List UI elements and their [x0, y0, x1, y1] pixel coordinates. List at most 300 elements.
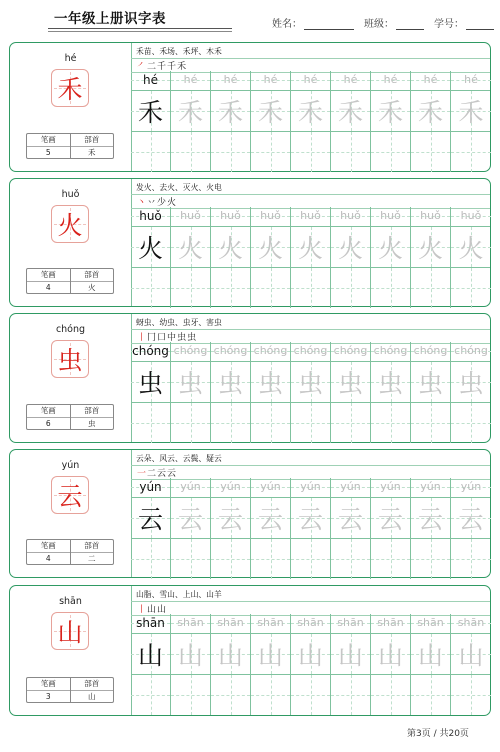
pinyin-practice-cell[interactable]	[291, 71, 331, 90]
character-practice-cell[interactable]	[131, 91, 171, 131]
blank-practice-cell[interactable]	[291, 403, 331, 443]
pinyin-practice-cell[interactable]	[451, 342, 491, 361]
character-practice-cell[interactable]	[131, 227, 171, 267]
character-practice-cell[interactable]	[411, 91, 451, 131]
blank-practice-cell[interactable]	[371, 675, 411, 715]
pinyin-trace-text: shān	[337, 616, 364, 629]
stroke-count: 5	[27, 146, 70, 159]
pinyin-trace-text: chóng	[253, 344, 288, 357]
character-practice-cell[interactable]	[291, 227, 331, 267]
pinyin-practice-cell[interactable]	[411, 71, 451, 90]
pinyin-practice-cell[interactable]	[411, 614, 451, 633]
pinyin-practice-cell[interactable]	[371, 71, 411, 90]
blank-practice-cell[interactable]	[411, 268, 451, 308]
pinyin-practice-cell[interactable]	[331, 71, 371, 90]
pinyin-practice-cell[interactable]	[371, 614, 411, 633]
pinyin-practice-cell[interactable]	[291, 207, 331, 226]
pinyin-trace-text: yún	[420, 480, 441, 493]
pinyin-practice-cell[interactable]	[291, 478, 331, 497]
pinyin-practice-cell[interactable]	[211, 207, 251, 226]
pinyin-practice-cell[interactable]	[331, 207, 371, 226]
character-practice-cell[interactable]	[131, 362, 171, 402]
pinyin-trace-text: hé	[183, 73, 198, 86]
blank-practice-cell[interactable]	[331, 539, 371, 579]
pinyin-trace-text: shān	[177, 616, 204, 629]
worksheet-header	[0, 0, 500, 38]
blank-practice-cell[interactable]	[171, 675, 211, 715]
pinyin-practice-cell[interactable]	[451, 207, 491, 226]
pinyin-trace-text: huǒ	[139, 209, 162, 223]
strokes-label: 笔画	[40, 679, 56, 689]
pinyin-practice-cell[interactable]	[371, 342, 411, 361]
character-pinyin: huǒ	[61, 189, 80, 200]
character-practice-cell[interactable]	[331, 362, 371, 402]
blank-practice-cell[interactable]	[411, 132, 451, 172]
character-trace-glyph: 虫	[257, 369, 283, 398]
pinyin-practice-cell[interactable]	[131, 614, 171, 633]
blank-practice-cell[interactable]	[331, 132, 371, 172]
blank-practice-cell[interactable]	[291, 132, 331, 172]
practice-grid	[131, 614, 490, 715]
blank-row	[131, 267, 490, 308]
character-practice-cell[interactable]	[211, 227, 251, 267]
pinyin-trace-text: yún	[340, 480, 361, 493]
character-row	[131, 362, 490, 402]
character-trace-glyph: 云	[257, 505, 283, 534]
pinyin-trace-text: yún	[139, 480, 162, 494]
character-trace-glyph: 虫	[217, 369, 243, 398]
character-trace-glyph: 火	[377, 234, 403, 263]
blank-practice-cell[interactable]	[171, 132, 211, 172]
pinyin-trace-text: shān	[417, 616, 444, 629]
pinyin-practice-cell[interactable]	[171, 71, 211, 90]
character-practice-cell[interactable]	[451, 634, 491, 674]
blank-practice-cell[interactable]	[451, 268, 491, 308]
character-trace-glyph: 虫	[137, 369, 163, 398]
pinyin-trace-text: chóng	[373, 344, 408, 357]
stroke-count: 3	[27, 690, 70, 703]
stroke-radical-table	[26, 539, 114, 565]
blank-row	[131, 402, 490, 443]
pinyin-practice-cell[interactable]	[171, 207, 211, 226]
character-trace-glyph: 禾	[217, 98, 243, 127]
character-practice-cell[interactable]	[251, 362, 291, 402]
strokes-label: 笔画	[40, 406, 56, 416]
character-trace-glyph: 虫	[337, 369, 363, 398]
pinyin-practice-cell[interactable]	[171, 342, 211, 361]
stroke-radical-table	[26, 133, 114, 159]
blank-practice-cell[interactable]	[331, 268, 371, 308]
pinyin-trace-text: huǒ	[180, 209, 201, 222]
character-trace-glyph: 山	[337, 641, 363, 670]
blank-practice-cell[interactable]	[131, 675, 171, 715]
character-practice-cell[interactable]	[411, 227, 451, 267]
pinyin-practice-cell[interactable]	[291, 342, 331, 361]
stroke-radical-table	[26, 677, 114, 703]
character-practice-cell[interactable]	[211, 634, 251, 674]
blank-row	[131, 131, 490, 172]
stroke-radical-table	[26, 404, 114, 430]
character-practice-cell[interactable]	[291, 91, 331, 131]
character-practice-cell[interactable]	[411, 362, 451, 402]
practice-grid	[131, 207, 490, 308]
character-card	[9, 313, 491, 443]
pinyin-trace-text: yún	[180, 480, 201, 493]
pinyin-trace-text: shān	[457, 616, 485, 629]
pinyin-practice-cell[interactable]	[251, 478, 291, 497]
blank-practice-cell[interactable]	[451, 539, 491, 579]
pinyin-row	[131, 207, 490, 227]
character-trace-glyph: 禾	[337, 98, 363, 127]
character-practice-cell[interactable]	[131, 634, 171, 674]
blank-practice-cell[interactable]	[411, 675, 451, 715]
pinyin-practice-cell[interactable]	[251, 614, 291, 633]
character-practice-cell[interactable]	[251, 91, 291, 131]
character-practice-cell[interactable]	[211, 91, 251, 131]
blank-practice-cell[interactable]	[251, 403, 291, 443]
character-trace-glyph: 火	[137, 234, 163, 263]
pinyin-practice-cell[interactable]	[331, 614, 371, 633]
example-words: 山脂、雪山、上山、山羊	[136, 590, 222, 599]
character-practice-cell[interactable]	[411, 498, 451, 538]
strokes-label: 笔画	[40, 135, 56, 145]
pinyin-practice-cell[interactable]	[331, 478, 371, 497]
character-trace-glyph: 禾	[177, 98, 203, 127]
pinyin-trace-text: shān	[377, 616, 404, 629]
pinyin-practice-cell[interactable]	[131, 478, 171, 497]
blank-practice-cell[interactable]	[211, 675, 251, 715]
blank-practice-cell[interactable]	[451, 675, 491, 715]
character-practice-cell[interactable]	[171, 362, 211, 402]
character-trace-glyph: 火	[177, 234, 203, 263]
blank-practice-cell[interactable]	[131, 132, 171, 172]
blank-practice-cell[interactable]	[371, 268, 411, 308]
stroke-step: 少	[157, 198, 168, 208]
pinyin-practice-cell[interactable]	[411, 478, 451, 497]
pinyin-trace-text: huǒ	[300, 209, 321, 222]
pinyin-trace-text: chóng	[454, 344, 488, 357]
blank-practice-cell[interactable]	[371, 132, 411, 172]
character-trace-glyph: 禾	[137, 98, 163, 127]
character-info-panel	[10, 179, 132, 306]
stroke-step: 虫	[187, 333, 198, 343]
pinyin-practice-cell[interactable]	[451, 478, 491, 497]
blank-practice-cell[interactable]	[411, 539, 451, 579]
blank-practice-cell[interactable]	[171, 403, 211, 443]
pinyin-practice-cell[interactable]	[211, 614, 251, 633]
pinyin-practice-cell[interactable]	[371, 478, 411, 497]
stroke-step: 口	[157, 333, 168, 343]
character-trace-glyph: 虫	[458, 369, 484, 398]
character-practice-cell[interactable]	[331, 634, 371, 674]
pinyin-trace-text: yún	[220, 480, 241, 493]
character-trace-glyph: 山	[458, 641, 484, 670]
strokes-label: 笔画	[40, 270, 56, 280]
character-practice-cell[interactable]	[371, 362, 411, 402]
practice-panel	[131, 450, 490, 577]
pinyin-trace-text: hé	[343, 73, 358, 86]
pinyin-trace-text: huǒ	[340, 209, 361, 222]
blank-practice-cell[interactable]	[451, 132, 491, 172]
blank-practice-cell[interactable]	[171, 268, 211, 308]
character-trace-glyph: 山	[257, 641, 283, 670]
character-trace-glyph: 云	[297, 505, 323, 534]
character-card	[9, 42, 491, 172]
pinyin-trace-text: hé	[464, 73, 478, 86]
character-trace-glyph: 虫	[297, 369, 323, 398]
radical-label: 部首	[84, 541, 100, 551]
character-trace-glyph: 云	[377, 505, 403, 534]
radical-value: 火	[71, 281, 114, 294]
stroke-radical-table	[26, 268, 114, 294]
practice-grid	[131, 478, 490, 579]
character-display-box	[51, 69, 89, 107]
blank-practice-cell[interactable]	[251, 268, 291, 308]
pinyin-practice-cell[interactable]	[411, 207, 451, 226]
pinyin-practice-cell[interactable]	[451, 614, 491, 633]
character-practice-cell[interactable]	[251, 227, 291, 267]
radical-label: 部首	[84, 135, 100, 145]
pinyin-trace-text: shān	[257, 616, 284, 629]
character-practice-cell[interactable]	[291, 362, 331, 402]
pinyin-trace-text: huǒ	[220, 209, 241, 222]
character-trace-glyph: 禾	[417, 98, 443, 127]
character-practice-cell[interactable]	[371, 498, 411, 538]
pinyin-row	[131, 342, 490, 362]
pinyin-trace-text: yún	[260, 480, 281, 493]
radical-value: 虫	[71, 417, 114, 430]
pinyin-trace-text: hé	[303, 73, 318, 86]
name-label: 姓名：	[272, 19, 302, 30]
character-practice-cell[interactable]	[451, 227, 491, 267]
blank-practice-cell[interactable]	[371, 539, 411, 579]
character-practice-cell[interactable]	[331, 91, 371, 131]
pinyin-practice-cell[interactable]	[251, 342, 291, 361]
character-trace-glyph: 云	[337, 505, 363, 534]
character-practice-cell[interactable]	[371, 634, 411, 674]
pinyin-practice-cell[interactable]	[251, 207, 291, 226]
character-pinyin: hé	[64, 53, 77, 64]
character-info-panel	[10, 586, 132, 715]
character-trace-glyph: 火	[417, 234, 443, 263]
blank-practice-cell[interactable]	[211, 403, 251, 443]
radical-label: 部首	[84, 679, 100, 689]
blank-practice-cell[interactable]	[131, 403, 171, 443]
pinyin-practice-cell[interactable]	[291, 614, 331, 633]
blank-practice-cell[interactable]	[131, 268, 171, 308]
character-trace-glyph: 云	[458, 505, 484, 534]
character-display-box	[51, 476, 89, 514]
practice-panel	[131, 586, 490, 715]
character-trace-glyph: 火	[217, 234, 243, 263]
radical-label: 部首	[84, 270, 100, 280]
character-practice-cell[interactable]	[331, 227, 371, 267]
character-trace-glyph: 山	[177, 641, 203, 670]
pinyin-trace-text: chóng	[333, 344, 368, 357]
pinyin-practice-cell[interactable]	[131, 207, 171, 226]
stroke-step: 丨	[137, 605, 148, 615]
blank-practice-cell[interactable]	[371, 403, 411, 443]
stroke-step: 中	[167, 333, 178, 343]
pinyin-practice-cell[interactable]	[371, 207, 411, 226]
blank-practice-cell[interactable]	[451, 403, 491, 443]
stroke-step: 火	[167, 198, 178, 208]
stroke-step: 山	[157, 605, 168, 615]
pinyin-practice-cell[interactable]	[131, 71, 171, 90]
pinyin-practice-cell[interactable]	[131, 342, 171, 361]
character-trace-glyph: 禾	[377, 98, 403, 127]
blank-practice-cell[interactable]	[171, 539, 211, 579]
character-practice-cell[interactable]	[411, 634, 451, 674]
pinyin-trace-text: yún	[460, 480, 482, 493]
character-glyph: 禾	[57, 75, 83, 104]
stroke-step: 虫	[177, 333, 188, 343]
character-practice-cell[interactable]	[251, 498, 291, 538]
stroke-step: 山	[147, 605, 158, 615]
character-practice-cell[interactable]	[331, 498, 371, 538]
character-practice-cell[interactable]	[291, 634, 331, 674]
character-glyph: 火	[57, 211, 83, 240]
pinyin-trace-text: yún	[380, 480, 401, 493]
blank-practice-cell[interactable]	[251, 132, 291, 172]
blank-practice-cell[interactable]	[211, 268, 251, 308]
pinyin-trace-text: shān	[297, 616, 324, 629]
example-words: 发火、去火、灭火、火电	[136, 183, 222, 192]
page-title: 一年级上册识字表	[54, 11, 166, 27]
character-practice-cell[interactable]	[131, 498, 171, 538]
character-glyph: 云	[57, 482, 83, 511]
character-practice-cell[interactable]	[451, 91, 491, 131]
character-trace-glyph: 火	[337, 234, 363, 263]
pinyin-practice-cell[interactable]	[251, 71, 291, 90]
blank-practice-cell[interactable]	[411, 403, 451, 443]
character-display-box	[51, 612, 89, 650]
pinyin-practice-cell[interactable]	[331, 342, 371, 361]
character-trace-glyph: 虫	[377, 369, 403, 398]
stroke-step: 丶	[137, 198, 148, 208]
title-underline-second	[48, 31, 232, 32]
pinyin-practice-cell[interactable]	[211, 342, 251, 361]
pinyin-practice-cell[interactable]	[211, 71, 251, 90]
stroke-step: 丨	[137, 333, 148, 343]
blank-practice-cell[interactable]	[251, 675, 291, 715]
stroke-count: 4	[27, 281, 70, 294]
character-trace-glyph: 虫	[177, 369, 203, 398]
character-practice-cell[interactable]	[371, 91, 411, 131]
character-row	[131, 91, 490, 131]
stroke-step: 禾	[177, 62, 188, 72]
stroke-count: 4	[27, 552, 70, 565]
stroke-step: 云	[167, 469, 178, 479]
character-practice-cell[interactable]	[291, 498, 331, 538]
character-trace-glyph: 禾	[297, 98, 323, 127]
pinyin-practice-cell[interactable]	[211, 478, 251, 497]
pinyin-trace-text: hé	[223, 73, 238, 86]
stroke-count: 6	[27, 417, 70, 430]
pinyin-trace-text: hé	[263, 73, 278, 86]
stroke-step: 一	[137, 469, 148, 479]
character-practice-cell[interactable]	[211, 362, 251, 402]
class-label: 班级：	[364, 19, 394, 30]
pinyin-practice-cell[interactable]	[411, 342, 451, 361]
character-trace-glyph: 虫	[417, 369, 443, 398]
character-trace-glyph: 山	[417, 641, 443, 670]
blank-practice-cell[interactable]	[331, 675, 371, 715]
character-trace-glyph: 山	[297, 641, 323, 670]
blank-practice-cell[interactable]	[131, 539, 171, 579]
character-trace-glyph: 云	[137, 505, 163, 534]
practice-panel	[131, 314, 490, 442]
character-practice-cell[interactable]	[451, 362, 491, 402]
character-practice-cell[interactable]	[171, 634, 211, 674]
pinyin-trace-text: yún	[300, 480, 321, 493]
character-trace-glyph: 山	[217, 641, 243, 670]
name-field[interactable]	[304, 19, 354, 30]
character-card	[9, 178, 491, 307]
student-no-field[interactable]	[466, 19, 494, 30]
character-pinyin: chóng	[55, 324, 86, 335]
pinyin-trace-text: shān	[217, 616, 244, 629]
character-practice-cell[interactable]	[171, 498, 211, 538]
character-trace-glyph: 云	[417, 505, 443, 534]
blank-practice-cell[interactable]	[291, 675, 331, 715]
class-field[interactable]	[396, 19, 424, 30]
pinyin-trace-text: huǒ	[420, 209, 441, 222]
character-info-panel	[10, 450, 132, 577]
blank-practice-cell[interactable]	[291, 539, 331, 579]
pinyin-trace-text: hé	[383, 73, 398, 86]
example-words: 云朵、风云、云鬓、疑云	[136, 454, 222, 463]
pinyin-practice-cell[interactable]	[171, 478, 211, 497]
blank-row	[131, 538, 490, 579]
character-trace-glyph: 云	[217, 505, 243, 534]
blank-practice-cell[interactable]	[211, 539, 251, 579]
character-info-panel	[10, 43, 132, 171]
radical-label: 部首	[84, 406, 100, 416]
character-practice-cell[interactable]	[211, 498, 251, 538]
example-words: 禾苗、禾场、禾坪、木禾	[136, 47, 222, 56]
practice-panel	[131, 43, 490, 171]
practice-grid	[131, 342, 490, 443]
character-trace-glyph: 禾	[458, 98, 484, 127]
pinyin-trace-text: huǒ	[260, 209, 281, 222]
pinyin-trace-text: chóng	[293, 344, 328, 357]
character-display-box	[51, 340, 89, 378]
blank-practice-cell[interactable]	[331, 403, 371, 443]
example-words: 蚜虫、幼虫、虫牙、害虫	[136, 318, 222, 327]
character-practice-cell[interactable]	[251, 634, 291, 674]
pinyin-trace-text: huǒ	[380, 209, 401, 222]
blank-practice-cell[interactable]	[291, 268, 331, 308]
blank-practice-cell[interactable]	[251, 539, 291, 579]
stroke-step: 千	[157, 62, 168, 72]
character-trace-glyph: 云	[177, 505, 203, 534]
page-number: 第3页 / 共20页	[407, 729, 469, 739]
character-trace-glyph: 火	[458, 234, 484, 263]
pinyin-trace-text: hé	[423, 73, 438, 86]
character-practice-cell[interactable]	[371, 227, 411, 267]
character-practice-cell[interactable]	[451, 498, 491, 538]
character-practice-cell[interactable]	[171, 227, 211, 267]
character-info-panel	[10, 314, 132, 442]
character-trace-glyph: 山	[377, 641, 403, 670]
pinyin-practice-cell[interactable]	[451, 71, 491, 90]
blank-practice-cell[interactable]	[211, 132, 251, 172]
pinyin-practice-cell[interactable]	[171, 614, 211, 633]
character-practice-cell[interactable]	[171, 91, 211, 131]
character-glyph: 山	[57, 618, 83, 647]
student-no-label: 学号：	[434, 19, 464, 30]
